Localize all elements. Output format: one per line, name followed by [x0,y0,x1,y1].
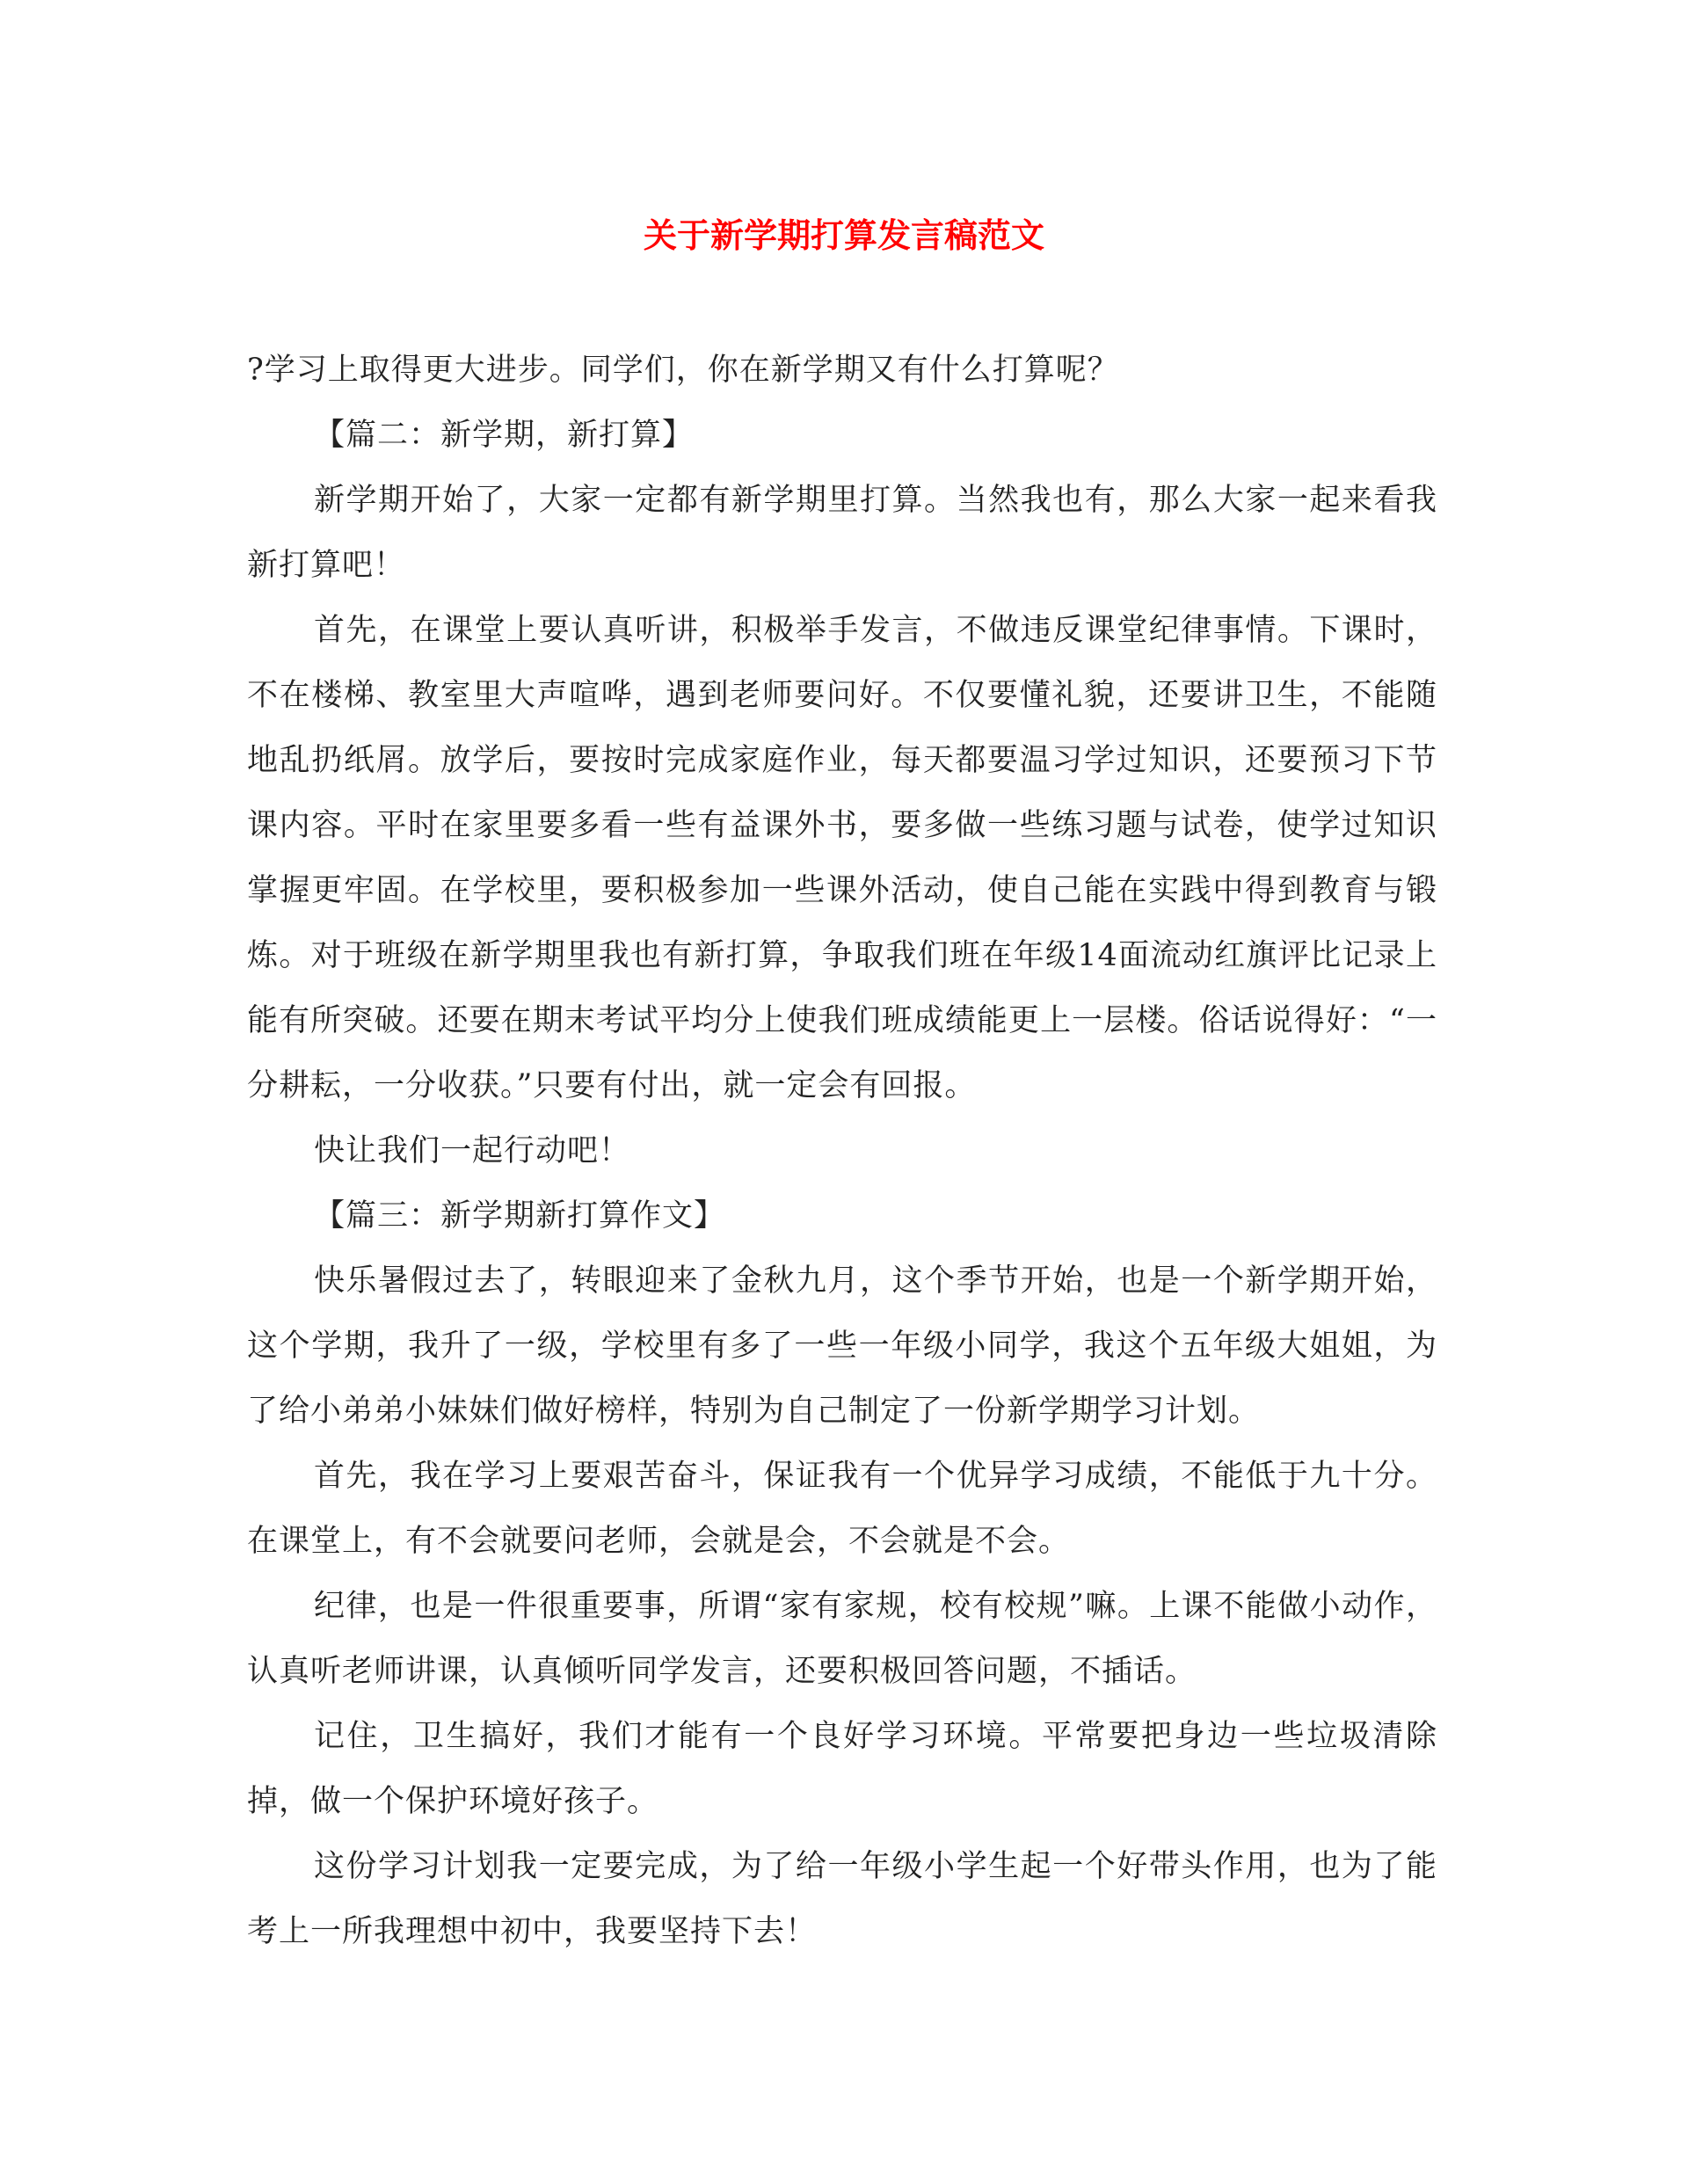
paragraph: 这份学习计划我一定要完成，为了给一年级小学生起一个好带头作用，也为了能考上一所我理想中初中，我要坚持下去！ [247,1849,1437,1949]
paragraph: 快让我们一起行动吧！ [314,1133,631,1168]
paragraph: 记住，卫生搞好，我们才能有一个良好学习环境。平常要把身边一些垃圾清除掉，做一个保护环境好孩子。 [247,1719,1437,1819]
section-heading-part-three: 【篇三：新学期新打算作文】 [314,1198,726,1234]
paragraph: 快乐暑假过去了，转眼迎来了金秋九月，这个季节开始，也是一个新学期开始，这个学期，我升了一级，学校里有多了一些一年级小同学，我这个五年级大姐姐，为了给小弟弟小妹妹们做好榜样，特别为自己制定了一份新学期学习计划。 [247,1263,1437,1429]
paragraph-continuation: ?学习上取得更大进步。同学们，你在新学期又有什么打算呢？ [247,353,1119,388]
paragraph: 首先，我在学习上要艰苦奋斗，保证我有一个优异学习成绩，不能低于九十分。在课堂上，有不会就要问老师，会就是会，不会就是不会。 [247,1459,1437,1559]
document-body [247,338,1437,1964]
paragraph: 新学期开始了，大家一定都有新学期里打算。当然我也有，那么大家一起来看我新打算吧！ [247,483,1437,583]
section-heading-part-two: 【篇二：新学期，新打算】 [314,418,695,453]
paragraph: 首先，在课堂上要认真听讲，积极举手发言，不做违反课堂纪律事情。下课时，不在楼梯、教室里大声喧哗，遇到老师要问好。不仅要懂礼貌，还要讲卫生，不能随地乱扔纸屑。放学后，要按时完成家庭作业，每天都要温习学过知识，还要预习下节课内容。平时在家里要多看一些有益课外书，要多做一些练习题与试卷，使学过知识掌握更牢固。在学校里，要积极参加一些课外活动，使自己能在实践中得到教育与锻炼。对于班级在新学期里我也有新打算，争取我们班在年级14面流动红旗评比记录上能有所突破。还要在期末考试平均分上使我们班成绩能更上一层楼。俗话说得好：“一分耕耘，一分收获。”只要有付出，就一定会有回报。 [247,613,1437,1103]
paragraph: 纪律，也是一件很重要事，所谓“家有家规，校有校规”嘛。上课不能做小动作，认真听老师讲课，认真倾听同学发言，还要积极回答问题，不插话。 [247,1589,1437,1689]
document-title: 关于新学期打算发言稿范文 [643,215,1044,255]
